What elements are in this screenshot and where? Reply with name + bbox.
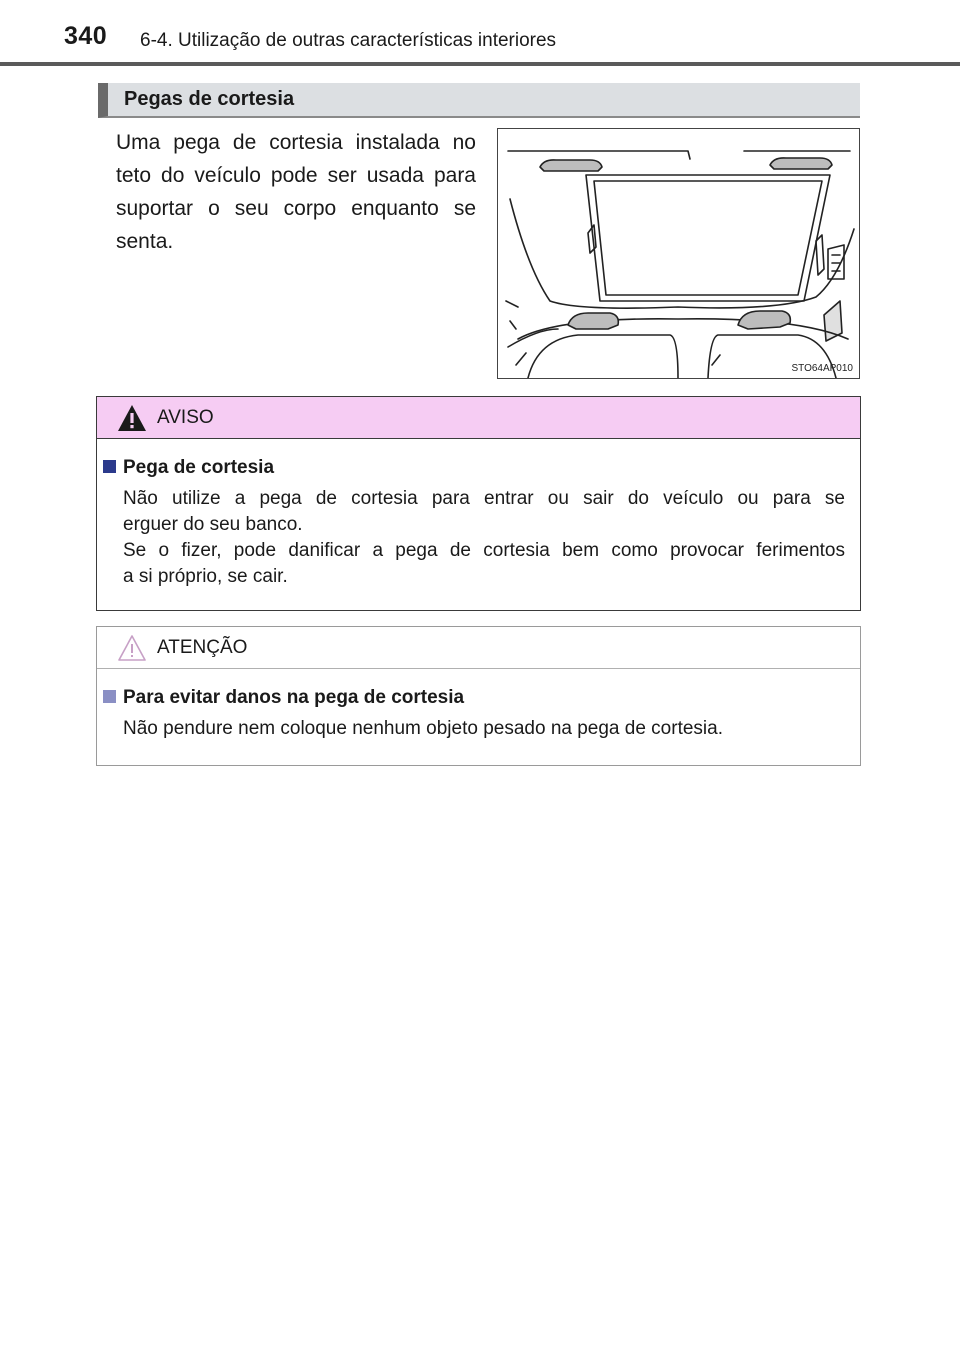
notice-box xyxy=(96,626,861,766)
warning-item-title xyxy=(103,457,274,479)
warning-header xyxy=(97,397,860,439)
warning-line-3: Se o fizer, pode danificar a pega de cortesia bem como provocar ferimentos xyxy=(123,540,845,561)
page-number: 340 xyxy=(64,22,108,50)
warning-line-4: a si próprio, se cair. xyxy=(123,566,288,587)
warning-line-2: erguer do seu banco. xyxy=(123,514,303,535)
chapter-title: 6-4. Utilização de outras características interiores xyxy=(140,30,557,51)
ceiling-grip-figure xyxy=(497,128,860,379)
warning-label: AVISO xyxy=(157,407,214,428)
figure-id: STO64AP010 xyxy=(791,363,853,374)
notice-item-title xyxy=(103,687,464,709)
notice-text: Não pendure nem coloque nenhum objeto pesado na pega de cortesia. xyxy=(123,718,723,739)
warning-box xyxy=(96,396,861,611)
notice-item-title-text: Para evitar danos na pega de cortesia xyxy=(123,687,465,708)
notice-header xyxy=(97,627,860,669)
bullet-square-icon xyxy=(103,690,116,703)
section-title: Pegas de cortesia xyxy=(124,88,295,110)
intro-paragraph: Uma pega de cortesia instalada no teto do veículo pode ser usada para suportar o seu corpo enquanto se senta. xyxy=(116,131,476,253)
notice-label: ATENÇÃO xyxy=(157,637,248,658)
warning-line-1: Não utilize a pega de cortesia para entrar ou sair do veículo ou para se xyxy=(123,488,845,509)
bullet-square-icon xyxy=(103,460,116,473)
header-rule xyxy=(0,62,960,66)
caution-triangle-outline-icon xyxy=(117,634,147,662)
warning-item-title-text: Pega de cortesia xyxy=(123,457,275,478)
vehicle-ceiling-assist-grips-illustration xyxy=(498,129,859,378)
warning-triangle-icon xyxy=(117,404,147,432)
section-bar xyxy=(98,83,860,118)
